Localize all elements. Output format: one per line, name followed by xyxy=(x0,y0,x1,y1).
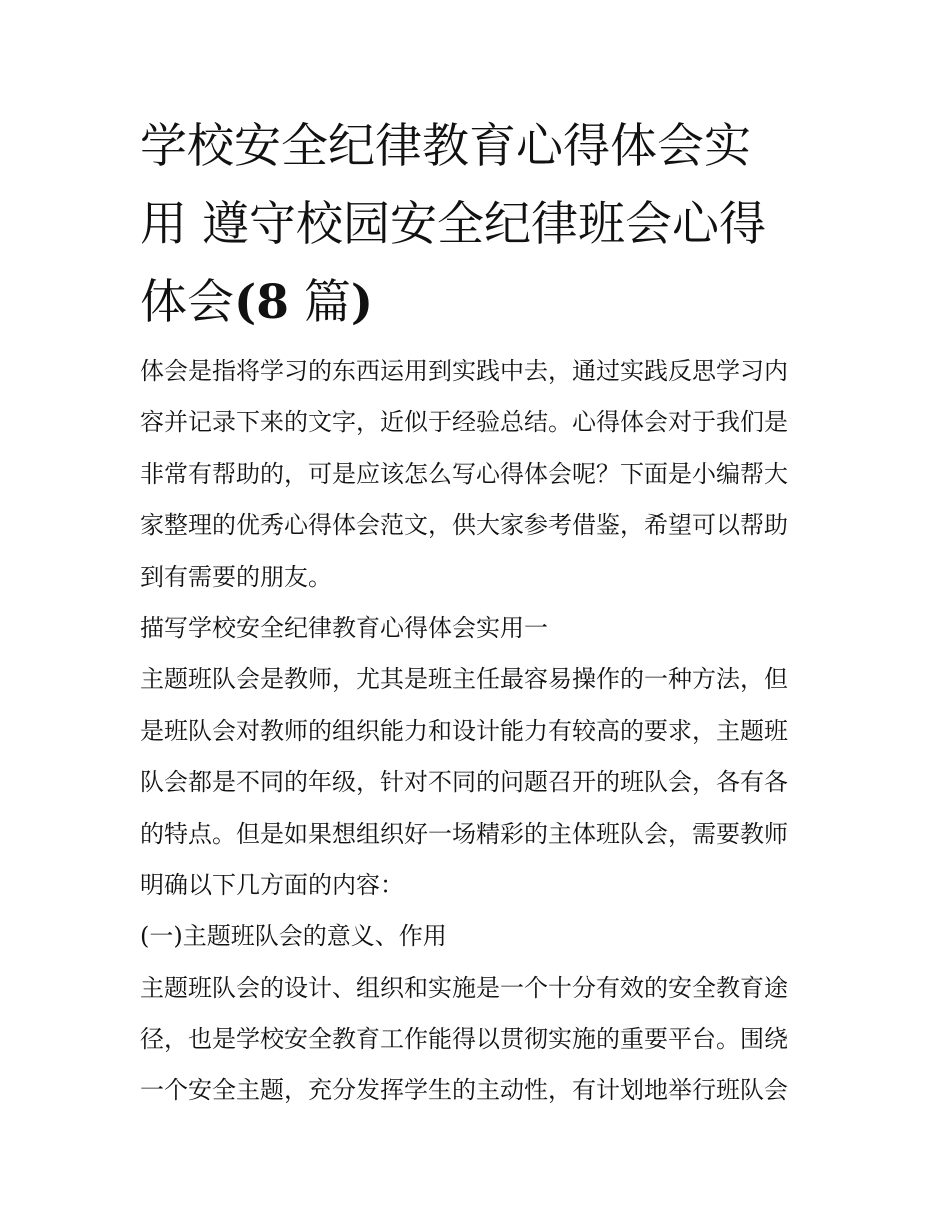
document-title xyxy=(140,108,815,342)
body-line: 一个安全主题，充分发挥学生的主动性，有计划地举行班队会 xyxy=(140,1076,788,1105)
title-line-3-count: (8 xyxy=(234,275,289,330)
body-line: 主题班队会的设计、组织和实施是一个十分有效的安全教育途 xyxy=(140,973,788,1002)
body-line: 径，也是学校安全教育工作能得以贯彻实施的重要平台。围绕 xyxy=(140,1025,788,1054)
body-line: 的特点。但是如果想组织好一场精彩的主体班队会，需要教师 xyxy=(140,819,788,848)
body-line: 到有需要的朋友。 xyxy=(140,562,332,591)
document-body xyxy=(140,346,815,1117)
title-line-3-close: ) xyxy=(350,275,374,330)
body-line: 是班队会对教师的组织能力和设计能力有较高的要求，主题班 xyxy=(140,716,788,745)
body-line: 家整理的优秀心得体会范文，供大家参考借鉴，希望可以帮助 xyxy=(140,511,788,540)
title-line-3-prefix: 体会 xyxy=(140,275,234,330)
body-line: 容并记录下来的文字，近似于经验总结。心得体会对于我们是 xyxy=(140,408,788,437)
title-line-3 xyxy=(140,264,815,342)
title-line-2: 用 遵守校园安全纪律班会心得 xyxy=(140,197,766,252)
title-line-1: 学校安全纪律教育心得体会实 xyxy=(140,119,751,174)
body-line: 非常有帮助的，可是应该怎么写心得体会呢？下面是小编帮大 xyxy=(140,459,788,488)
section-heading: 描写学校安全纪律教育心得体会实用一 xyxy=(140,613,548,642)
body-line: 明确以下几方面的内容： xyxy=(140,870,404,899)
document-content xyxy=(140,108,815,1117)
subsection-heading: (一)主题班队会的意义、作用 xyxy=(140,922,447,951)
body-line: 主题班队会是教师，尤其是班主任最容易操作的一种方法，但 xyxy=(140,665,788,694)
title-line-3-unit: 篇 xyxy=(288,275,351,330)
body-line: 体会是指将学习的东西运用到实践中去，通过实践反思学习内 xyxy=(140,357,788,385)
body-line: 队会都是不同的年级，针对不同的问题召开的班队会，各有各 xyxy=(140,768,788,797)
